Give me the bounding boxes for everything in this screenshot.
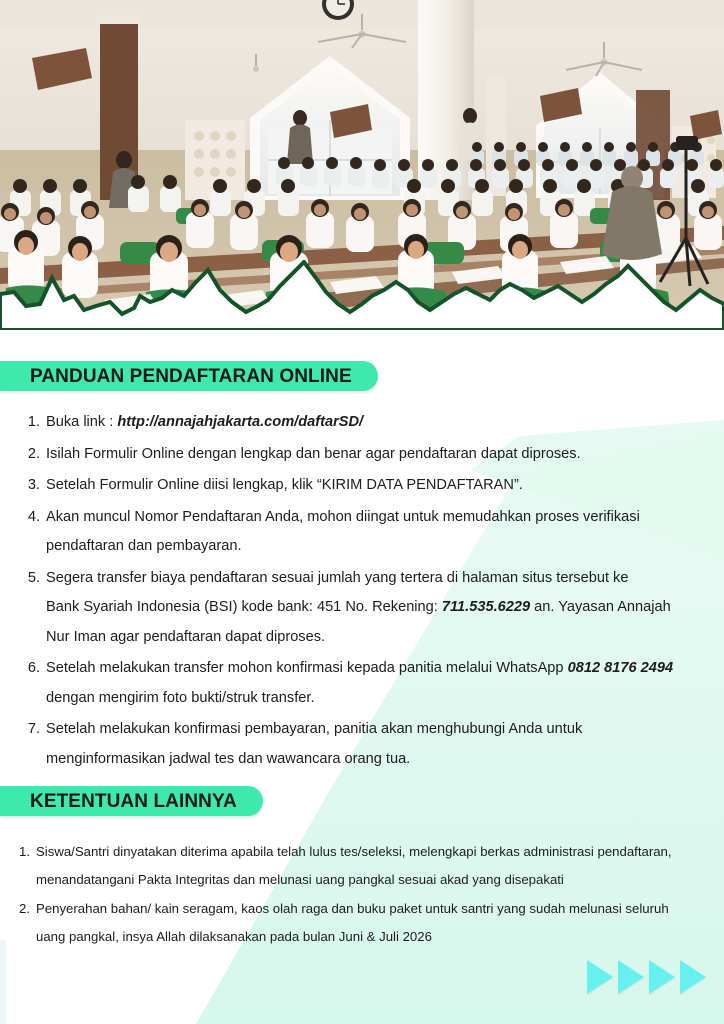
list-item xyxy=(0,564,724,653)
section-heading-ketentuan-label: KETENTUAN LAINNYA xyxy=(30,790,237,812)
list-item-line xyxy=(46,440,724,470)
list-item-line xyxy=(46,593,724,623)
list-item xyxy=(0,895,724,951)
body-text: Setelah melakukan transfer mohon konfirmasi kepada panitia melalui WhatsApp xyxy=(46,660,568,676)
list-item-line xyxy=(46,532,724,562)
section-heading-panduan-label: PANDUAN PENDAFTARAN ONLINE xyxy=(30,365,352,387)
list-item-line xyxy=(36,866,724,894)
list-item-line xyxy=(46,745,724,775)
body-text: Akan muncul Nomor Pendaftaran Anda, mohon diingat untuk memudahkan proses verifikasi xyxy=(46,508,640,525)
body-text: Segera transfer biaya pendaftaran sesuai jumlah yang tertera di halaman situs tersebut ke xyxy=(46,569,629,586)
arrow-decoration xyxy=(587,960,706,994)
list-item-number: 4. xyxy=(27,508,40,525)
body-text: Siswa/Santri dinyatakan diterima apabila telah lulus tes/seleksi, melengkapi berkas administrasi pendaftaran, xyxy=(36,844,672,859)
list-item-number: 5. xyxy=(27,569,40,586)
play-arrow-icon xyxy=(649,960,675,994)
section-heading-ketentuan xyxy=(0,786,263,816)
list-item-line xyxy=(46,684,724,714)
body-text: dengan mengirim foto bukti/struk transfer. xyxy=(46,689,315,706)
body-text: an. Yayasan Annajah xyxy=(530,599,671,615)
body-text: Setelah melakukan konfirmasi pembayaran, panitia akan menghubungi Anda untuk xyxy=(46,721,583,737)
list-item-number: 2. xyxy=(27,445,40,462)
list-item xyxy=(0,471,724,501)
body-text: menginformasikan jadwal tes dan wawancara orang tua. xyxy=(46,750,411,767)
list-item-line xyxy=(46,623,724,653)
list-item-number: 6. xyxy=(27,660,40,676)
list-item-line xyxy=(46,471,724,501)
ketentuan-list xyxy=(0,838,724,952)
emphasis-text: http://annajahjakarta.com/daftarSD/ xyxy=(117,414,364,430)
body-text: Nur Iman agar pendaftaran dapat diproses. xyxy=(46,628,326,645)
body-text: menandatangani Pakta Integritas dan melunasi uang pangkal sesuai akad yang disepakati xyxy=(36,872,564,887)
list-item-line xyxy=(46,408,724,438)
list-item xyxy=(0,440,724,470)
body-text: Bank Syariah Indonesia (BSI) kode bank: 451 No. Rekening: xyxy=(46,599,442,615)
list-item-number: 7. xyxy=(27,721,40,737)
list-item-number: 2. xyxy=(19,901,30,916)
body-text: Buka link : xyxy=(46,414,118,430)
list-item-line xyxy=(36,895,724,923)
list-item-number: 3. xyxy=(27,477,40,493)
emphasis-text: 0812 8176 2494 xyxy=(567,660,674,676)
play-arrow-icon xyxy=(587,960,613,994)
emphasis-text: 711.535.6229 xyxy=(441,599,531,615)
body-text: pendaftaran dan pembayaran. xyxy=(46,538,242,554)
section-heading-panduan xyxy=(0,361,378,391)
body-text: Setelah Formulir Online diisi lengkap, klik “KIRIM DATA PENDAFTARAN”. xyxy=(46,477,523,493)
body-text: uang pangkal, insya Allah dilaksanakan pada bulan Juni & Juli 2026 xyxy=(36,929,432,944)
play-arrow-icon xyxy=(680,960,706,994)
list-item-line xyxy=(46,715,724,745)
list-item xyxy=(0,408,724,438)
list-item-line xyxy=(36,923,724,951)
list-item xyxy=(0,503,724,562)
list-item-number: 1. xyxy=(19,844,30,859)
list-item xyxy=(0,654,724,713)
list-item xyxy=(0,838,724,894)
list-item xyxy=(0,715,724,774)
body-text: Penyerahan bahan/ kain seragam, kaos olah raga dan buku paket untuk santri yang sudah melunasi seluruh xyxy=(36,901,669,916)
list-item-line xyxy=(46,654,724,684)
list-item-number: 1. xyxy=(27,414,40,430)
body-text: Isilah Formulir Online dengan lengkap dan benar agar pendaftaran dapat diproses. xyxy=(46,445,581,462)
list-item-line xyxy=(46,503,724,533)
panduan-list xyxy=(0,408,724,776)
list-item-line xyxy=(46,564,724,594)
list-item-line xyxy=(36,838,724,866)
play-arrow-icon xyxy=(618,960,644,994)
